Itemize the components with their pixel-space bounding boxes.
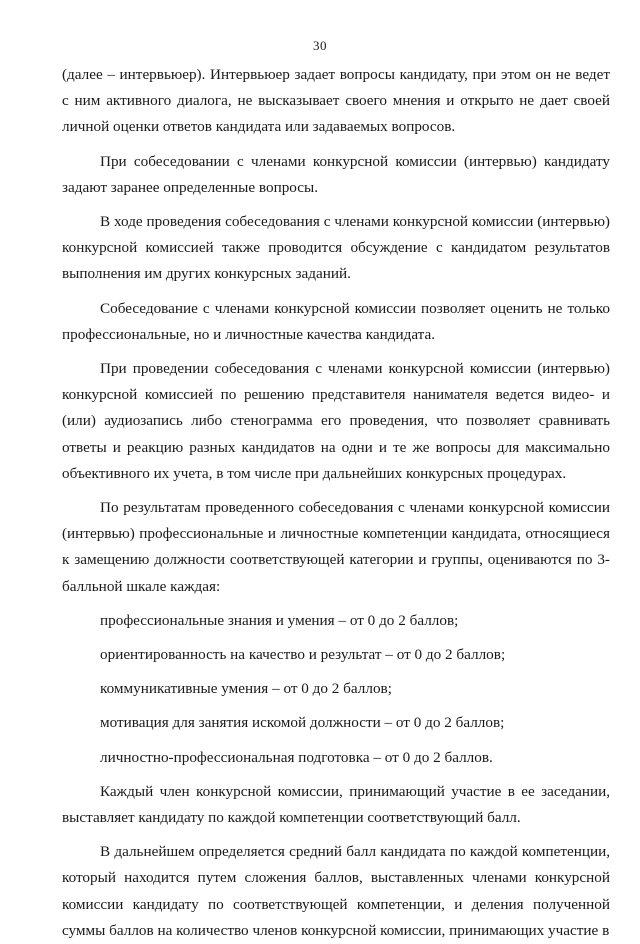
paragraph: В ходе проведения собеседования с членами конкурсной комиссии (интервью) конкурсной комиссией также проводится обсуждение с кандидатом результатов выполнения им других конкурсных заданий. — [62, 213, 610, 283]
list-item: личностно-профессиональная подготовка – от 0 до 2 баллов. — [100, 748, 493, 766]
list-item: мотивация для занятия искомой должности – от 0 до 2 баллов; — [100, 714, 505, 732]
document-body — [62, 62, 610, 944]
paragraph: Собеседование с членами конкурсной комиссии позволяет оценить не только профессиональные, но и личностные качества кандидата. — [62, 299, 610, 343]
list-item: коммуникативные умения – от 0 до 2 баллов; — [100, 680, 392, 698]
paragraph: При проведении собеседования с членами конкурсной комиссии (интервью) конкурсной комиссией по решению представителя нанимателя ведется видео- и (или) аудиозапись либо стенограмма его проведения, что позволяет сравнивать ответы и реакцию разных кандидатов на одни и те же вопросы для максимально объективного их учета, в том числе при дальнейших конкурсных процедурах. — [62, 360, 610, 482]
paragraph: В дальнейшем определяется средний балл кандидата по каждой компетенции, который находится путем сложения баллов, выставленных членами конкурсной комиссии кандидату по соответствующей компетенции, и деления полученной суммы баллов на количество членов конкурсной комиссии, принимающих участие в — [62, 843, 610, 939]
page-number: 30 — [313, 38, 327, 53]
paragraph: Каждый член конкурсной комиссии, принимающий участие в ее заседании, выставляет кандидату по каждой компетенции соответствующий балл. — [62, 782, 610, 827]
list-item: профессиональные знания и умения – от 0 до 2 баллов; — [100, 611, 459, 629]
paragraph: По результатам проведенного собеседования с членами конкурсной комиссии (интервью) профессиональные и личностные компетенции кандидата, относящиеся к замещению должности соответствующей категории и группы, оцениваются по 3-балльной шкале каждая: — [62, 499, 610, 595]
paragraph: (далее – интервьюер). Интервьюер задает вопросы кандидату, при этом он не ведет с ним активного диалога, не высказывает своего мнения и открыто не дает своей личной оценки ответов кандидата или задаваемых вопросов. — [62, 66, 610, 136]
paragraph: При собеседовании с членами конкурсной комиссии (интервью) кандидату задают заранее определенные вопросы. — [62, 152, 610, 196]
list-item: ориентированность на качество и результат – от 0 до 2 баллов; — [100, 646, 506, 664]
